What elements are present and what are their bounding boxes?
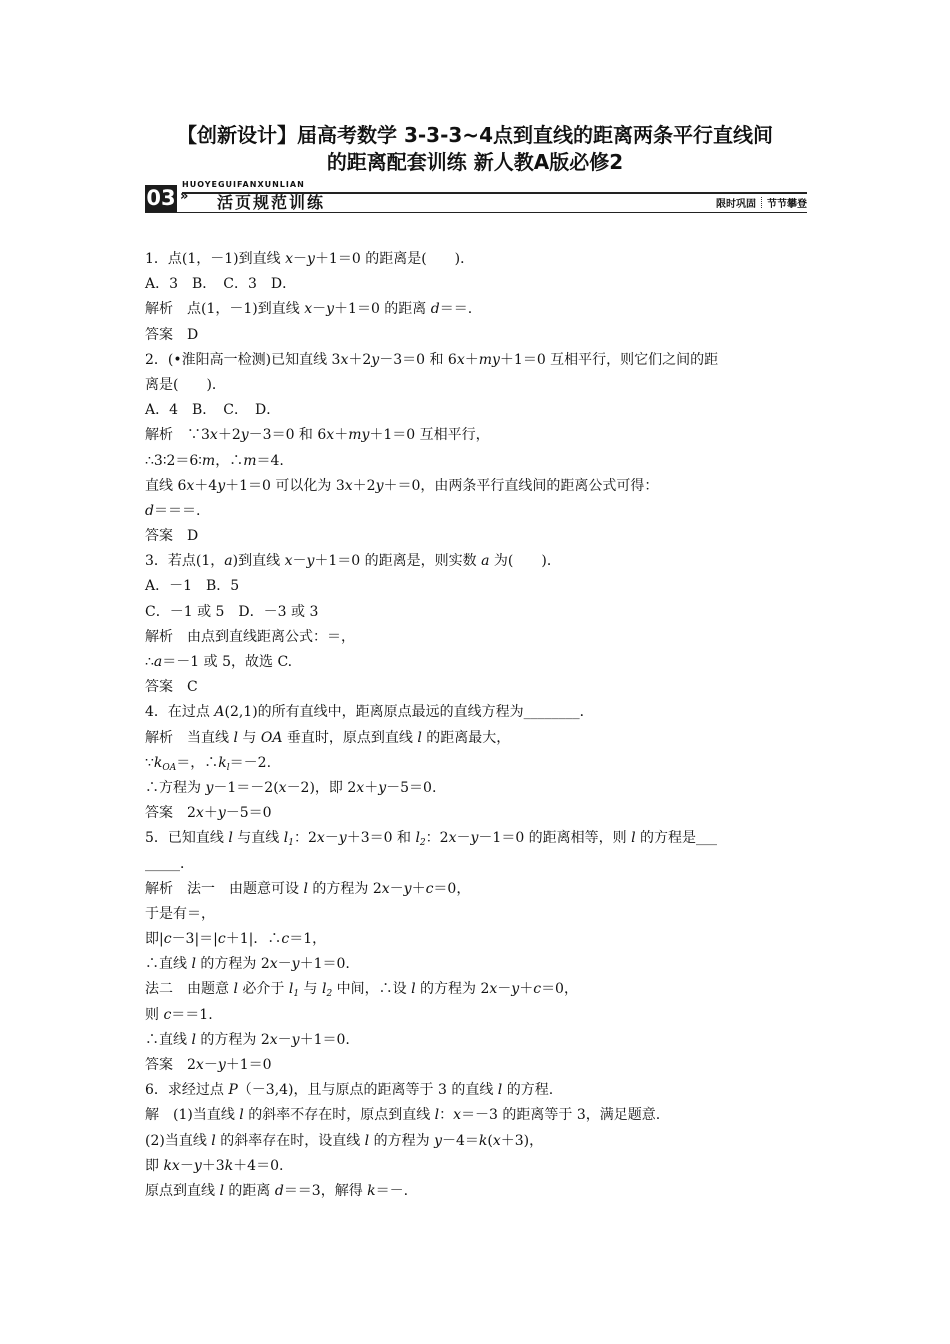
math-variable: c — [163, 931, 172, 948]
text-run: ：2 — [425, 830, 449, 847]
text-run: 必介于 — [237, 981, 289, 998]
math-variable: l — [321, 981, 327, 998]
math-variable: x — [453, 1107, 462, 1124]
math-variable: c — [425, 880, 434, 897]
math-variable: a — [481, 553, 490, 570]
text-run: 的方程为 2 — [195, 1031, 270, 1048]
text-run: (2,1)的所有直线中，距离原点最远的直线方程为________． — [224, 704, 594, 721]
text-run: 的斜率存在时，设直线 — [215, 1132, 365, 1149]
text-run: ＋ — [464, 351, 479, 368]
text-line — [145, 499, 810, 524]
text-run: ＋3＝0 和 — [346, 830, 416, 847]
math-subscript: OA — [162, 762, 177, 773]
math-variable: y — [403, 880, 412, 897]
text-run: 解析 点(1，－1)到直线 — [145, 301, 305, 318]
math-variable: x — [448, 830, 457, 847]
math-variable: y — [291, 1031, 300, 1048]
text-run: ＋1＝0 互相平行， — [369, 427, 490, 444]
text-run: － — [312, 301, 327, 318]
document-title-line-1: 【创新设计】届高考数学 3-3-3~4点到直线的距离两条平行直线间 — [177, 123, 773, 147]
text-line — [145, 1028, 810, 1053]
text-run: 的方程. — [502, 1082, 554, 1099]
text-line — [145, 776, 810, 801]
text-run: ＋1＝0 — [225, 1057, 272, 1073]
text-run: ＋ — [411, 880, 426, 897]
math-variable: x — [278, 779, 287, 796]
text-run: －3|＝| — [171, 931, 218, 948]
text-line — [145, 625, 810, 650]
math-variable: l — [415, 830, 420, 847]
text-line — [145, 877, 810, 902]
text-run: 即 — [145, 1157, 164, 1174]
math-variable: my — [478, 351, 500, 368]
text-run: 解析 由点到直线距离公式：＝， — [145, 628, 355, 645]
math-variable: x — [269, 956, 278, 973]
math-variable: x — [209, 427, 218, 444]
math-variable: l — [219, 1182, 224, 1199]
text-run: ，∴ — [215, 452, 244, 469]
text-line — [145, 650, 810, 675]
math-variable: x — [269, 1031, 278, 1048]
text-run: 答案 D — [145, 326, 199, 343]
text-run: ＝－. — [375, 1182, 409, 1199]
text-run: 原点到直线 — [145, 1182, 220, 1199]
text-run: ＋ — [519, 981, 534, 998]
text-run: 答案 C — [145, 679, 198, 696]
math-variable: x — [304, 301, 313, 318]
text-run: 的距离 — [223, 1182, 275, 1199]
math-variable: y — [371, 351, 380, 368]
math-variable: d — [274, 1182, 284, 1199]
exercise-content — [145, 247, 810, 1204]
text-run: 答案 D — [145, 528, 199, 545]
math-variable: l — [434, 1107, 440, 1124]
text-line — [145, 801, 810, 826]
text-line — [145, 574, 810, 599]
math-variable: l — [497, 1082, 503, 1099]
text-run: 则 — [145, 1006, 164, 1023]
text-run: 的方程为 2 — [195, 956, 270, 973]
math-variable: OA — [260, 729, 283, 746]
text-run: 为( )． — [489, 553, 561, 570]
text-run: － — [293, 251, 308, 267]
math-variable: l — [211, 1132, 216, 1149]
math-variable: y — [378, 779, 387, 796]
text-line — [145, 272, 810, 297]
text-line — [145, 549, 810, 574]
math-variable: x — [344, 477, 353, 494]
text-line — [145, 700, 810, 725]
text-run: 的方程是___ — [635, 830, 718, 847]
text-run: 答案 2 — [145, 805, 196, 822]
text-run: －4＝ — [441, 1132, 479, 1149]
text-run: － — [203, 1057, 218, 1073]
text-run: 的方程为 — [369, 1132, 435, 1149]
math-variable: k — [367, 1182, 376, 1199]
text-run: ＝＝1. — [171, 1006, 213, 1023]
text-line — [145, 852, 810, 877]
text-run: 解析 法一 由题意可设 — [145, 880, 304, 897]
text-run: 1．点(1，－1)到直线 — [145, 251, 286, 267]
text-line — [145, 726, 810, 751]
section-tag-left: 限时巩固 — [716, 199, 756, 210]
math-variable: x — [356, 779, 365, 796]
text-line — [145, 1078, 810, 1103]
math-subscript: 2 — [419, 838, 426, 849]
text-run: － — [179, 1157, 194, 1174]
math-variable: A — [214, 704, 225, 721]
text-run: ＝＝. — [439, 301, 473, 318]
math-variable: a — [153, 654, 163, 670]
text-run: －1＝0 的距离相等，则 — [478, 830, 632, 847]
text-run: －2)，即 2 — [286, 779, 357, 796]
math-variable: c — [217, 931, 226, 948]
text-line — [145, 675, 810, 700]
math-variable: y — [217, 477, 226, 494]
text-run: ＝－1 或 5，故选 C. — [162, 654, 293, 670]
math-variable: my — [348, 427, 370, 444]
math-variable: y — [193, 1157, 202, 1174]
math-variable: y — [470, 830, 479, 847]
text-line — [145, 751, 810, 776]
math-variable: x — [456, 351, 465, 368]
text-run: 与 — [237, 729, 261, 746]
math-variable: d — [430, 301, 440, 318]
text-run: 的斜率不存在时，原点到直线 — [243, 1107, 435, 1124]
math-variable: d — [145, 502, 154, 519]
text-run: ∴3∶2＝6∶ — [145, 452, 202, 469]
text-run: ＝＝＝. — [153, 502, 201, 519]
text-run: ＋1＝0. — [299, 956, 350, 973]
math-variable: l — [417, 729, 422, 746]
math-variable: x — [285, 251, 294, 267]
text-run: 答案 2 — [145, 1057, 196, 1073]
text-run: ＋1＝0 的距离 — [334, 301, 431, 318]
math-variable: y — [217, 805, 226, 822]
math-variable: y — [240, 427, 249, 444]
text-run: ＝＝3，解得 — [283, 1182, 368, 1199]
text-line — [145, 323, 810, 348]
text-run: ＋1|．∴ — [225, 931, 282, 948]
text-line — [145, 977, 810, 1002]
math-variable: c — [281, 931, 290, 948]
text-line — [145, 826, 810, 851]
tag-separator — [761, 197, 762, 208]
text-line — [145, 927, 810, 952]
math-variable: l — [191, 956, 196, 973]
math-variable: c — [163, 1006, 172, 1023]
text-run: － — [324, 830, 339, 847]
math-variable: y — [291, 956, 300, 973]
math-variable: P — [228, 1082, 238, 1099]
text-run: ∵ — [145, 754, 154, 771]
text-run: )到直线 — [232, 553, 285, 570]
text-run: 6．求经过点 — [145, 1082, 229, 1099]
text-line — [145, 297, 810, 322]
math-variable: y — [511, 981, 520, 998]
math-variable: a — [224, 553, 233, 570]
math-subscript: 1 — [293, 989, 300, 1000]
banner-bottom-rule — [145, 212, 807, 213]
math-variable: x — [492, 1132, 501, 1149]
math-variable: x — [381, 880, 390, 897]
math-variable: k — [224, 1157, 234, 1174]
text-run: ＋1＝0 的距离是( )． — [314, 251, 475, 267]
text-run: _____． — [145, 855, 194, 872]
math-variable: l — [303, 880, 308, 897]
math-variable: c — [533, 981, 542, 998]
text-run: 2．(•淮阳高一检测)已知直线 3 — [145, 351, 341, 368]
text-run: 解析 ∵3 — [145, 427, 210, 444]
text-run: ＋4＝0. — [233, 1157, 284, 1174]
text-line — [145, 1154, 810, 1179]
text-run: ＋3 — [201, 1157, 225, 1174]
text-run: ＋＝0，由两条平行直线间的距离公式可得： — [383, 477, 659, 494]
text-run: －5＝0 — [225, 805, 272, 822]
text-run: ＋1＝0 的距离是，则实数 — [314, 553, 482, 570]
text-line — [145, 449, 810, 474]
text-run: － — [456, 830, 471, 847]
text-run: ＋2 — [352, 477, 376, 494]
double-chevron-icon: » — [180, 189, 189, 204]
math-variable: x — [489, 981, 498, 998]
text-run: ＝，∴ — [176, 754, 219, 771]
section-tag — [716, 197, 807, 211]
math-variable: kx — [163, 1157, 180, 1174]
text-line — [145, 902, 810, 927]
math-variable: y — [338, 830, 347, 847]
math-variable: y — [434, 1132, 442, 1149]
text-run: －1＝－2( — [213, 779, 279, 796]
math-variable: y — [307, 251, 315, 267]
text-run: 法二 由题意 — [145, 981, 234, 998]
math-variable: y — [375, 477, 384, 494]
text-run: ＝4. — [256, 452, 284, 469]
math-variable: x — [186, 477, 195, 494]
math-variable: m — [243, 452, 257, 469]
text-run: ＋1＝0 互相平行，则它们之间的距 — [499, 351, 719, 368]
text-run: － — [389, 880, 404, 897]
text-run: 与 — [299, 981, 322, 998]
text-run: ＝0， — [541, 981, 578, 998]
math-variable: y — [205, 779, 214, 796]
text-run: 离是( )． — [145, 376, 226, 393]
text-line — [145, 1179, 810, 1204]
text-line — [145, 524, 810, 549]
text-run: 5．已知直线 — [145, 830, 229, 847]
text-run: ＋2 — [217, 427, 241, 444]
math-variable: l — [233, 729, 238, 746]
text-run: 中间，∴设 — [332, 981, 412, 998]
text-run: 即| — [145, 931, 164, 948]
text-run: (2)当直线 — [145, 1132, 212, 1149]
text-run: 与直线 — [232, 830, 284, 847]
text-line — [145, 474, 810, 499]
text-line — [145, 423, 810, 448]
math-variable: l — [283, 830, 289, 847]
text-run: ＋ — [364, 779, 379, 796]
text-line — [145, 600, 810, 625]
text-run: A．3 B． C．3 D． — [145, 276, 297, 293]
text-run: ：2 — [293, 830, 317, 847]
text-run: 的方程为 2 — [307, 880, 382, 897]
text-run: （－3,4)，且与原点的距离等于 3 的直线 — [237, 1082, 498, 1099]
math-variable: m — [201, 452, 216, 469]
text-run: 解析 当直线 — [145, 729, 234, 746]
text-run: C．－1 或 5 D．－3 或 3 — [145, 603, 319, 620]
text-line — [145, 1103, 810, 1128]
section-title: 活页规范训练 — [217, 193, 326, 212]
text-run: ＝－2. — [229, 754, 272, 771]
math-variable: l — [364, 1132, 370, 1149]
text-line — [145, 398, 810, 423]
text-line — [145, 1003, 810, 1028]
text-run: － — [277, 956, 292, 973]
text-run: － — [292, 553, 307, 570]
math-variable: l — [288, 981, 294, 998]
text-run: ＋1＝0. — [299, 1031, 350, 1048]
text-line — [145, 1129, 810, 1154]
text-run: ＝0， — [433, 880, 471, 897]
math-variable: l — [631, 830, 636, 847]
text-run: －3＝0 和 6 — [379, 351, 457, 368]
text-run: ＋ — [334, 427, 349, 444]
text-run: 的方程为 2 — [415, 981, 490, 998]
math-subscript: 1 — [288, 838, 294, 849]
text-line — [145, 247, 810, 272]
text-run: ∴直线 — [145, 956, 192, 973]
math-variable: x — [326, 427, 335, 444]
text-run: － — [497, 981, 512, 998]
math-subscript: l — [226, 762, 230, 773]
text-run: 4．在过点 — [145, 704, 215, 721]
text-run: 于是有＝， — [145, 905, 215, 922]
document-title-line-2: 的距离配套训练 新人教A版必修2 — [326, 150, 624, 174]
text-run: A．4 B． C． D． — [145, 402, 281, 419]
text-run: 的距离最大， — [421, 729, 511, 746]
math-variable: x — [195, 1057, 204, 1073]
text-run: A．－1 B．5 — [145, 578, 240, 595]
text-run: ＋4 — [194, 477, 218, 494]
section-pinyin: HUOYEGUIFANXUNLIAN — [182, 180, 305, 189]
text-run: － — [277, 1031, 292, 1048]
text-run: ＋1＝0 可以化为 3 — [225, 477, 345, 494]
math-variable: x — [316, 830, 325, 847]
text-run: ( — [487, 1132, 493, 1149]
math-variable: l — [191, 1031, 196, 1048]
math-variable: x — [340, 351, 349, 368]
math-subscript: 2 — [326, 989, 333, 1000]
text-run: ＋2 — [348, 351, 372, 368]
text-run: ＋3)， — [500, 1132, 544, 1149]
math-variable: l — [228, 830, 233, 847]
math-variable: k — [478, 1132, 488, 1149]
math-variable: x — [195, 805, 204, 822]
text-line — [145, 348, 810, 373]
math-variable: y — [326, 301, 335, 318]
text-run: ＝－3 的距离等于 3，满足题意. — [461, 1107, 661, 1124]
text-run: ： — [439, 1107, 454, 1124]
text-run: ＋ — [203, 805, 218, 822]
text-run: －3＝0 和 6 — [248, 427, 327, 444]
math-variable: l — [411, 981, 416, 998]
text-run: ∴方程为 — [145, 779, 206, 796]
math-variable: y — [217, 1057, 226, 1073]
math-variable: k — [153, 754, 163, 771]
text-run: ∴ — [145, 654, 154, 670]
section-tag-right: 节节攀登 — [767, 199, 807, 210]
text-run: 解 (1)当直线 — [145, 1107, 240, 1124]
section-number: 03 — [146, 186, 176, 210]
text-run: －5＝0. — [386, 779, 437, 796]
math-variable: y — [306, 553, 315, 570]
text-line — [145, 373, 810, 398]
math-variable: l — [233, 981, 238, 998]
text-line — [145, 952, 810, 977]
text-run: 垂直时，原点到直线 — [282, 729, 418, 746]
section-banner — [145, 180, 807, 214]
math-variable: k — [218, 754, 227, 771]
text-line — [145, 1053, 810, 1078]
text-run: 直线 6 — [145, 477, 187, 494]
text-run: ∴直线 — [145, 1031, 192, 1048]
text-run: 3．若点(1， — [145, 553, 225, 570]
math-variable: l — [239, 1107, 244, 1124]
text-run: ＝1， — [289, 931, 327, 948]
math-variable: x — [284, 553, 293, 570]
